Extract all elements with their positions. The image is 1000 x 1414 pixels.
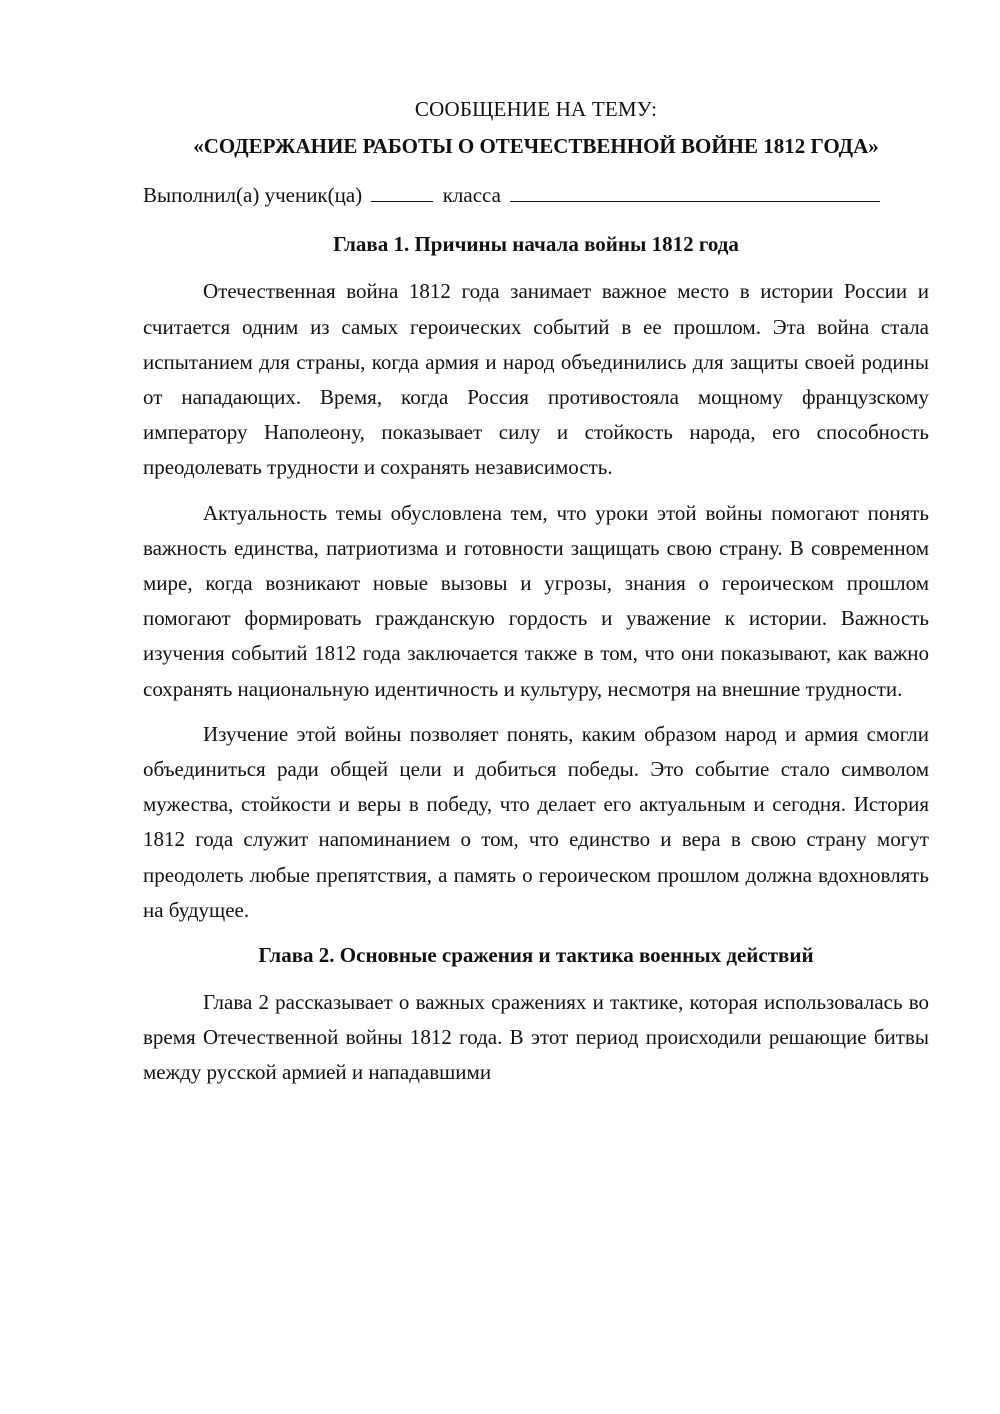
chapter-1-heading: Глава 1. Причины начала войны 1812 года [333, 232, 739, 257]
chapter-1-paragraph-3: Изучение этой войны позволяет понять, каким образом народ и армия смогли объединиться ради общей цели и добиться победы. Это событие стало символом мужества, стойкости и веры в победу, что делает его актуальным и сегодня. История 1812 года служит напоминанием о том, что единство и вера в свою страну могут преодолеть любые препятствия, а память о героическом прошлом должна вдохновлять на будущее. [143, 721, 929, 922]
author-line [143, 178, 929, 213]
chapter-1-paragraph-2: Актуальность темы обусловлена тем, что уроки этой войны помогают понять важность единства, патриотизма и готовности защищать свою страну. В современном мире, когда возникают новые вызовы и угрозы, знания о героическом прошлом помогают формировать гражданскую гордость и уважение к истории. Важность изучения событий 1812 года заключается также в том, что они показывают, как важно сохранять национальную идентичность и культуру, несмотря на внешние трудности. [143, 500, 929, 701]
document-title: «СОДЕРЖАНИЕ РАБОТЫ О ОТЕЧЕСТВЕННОЙ ВОЙНЕ 1812 ГОДА» [193, 134, 879, 159]
chapter-1-paragraph-1: Отечественная война 1812 года занимает важное место в истории России и считается одним из самых героических событий в ее прошлом. Эта война стала испытанием для страны, когда армия и народ объединились для защиты своей родины от нападающих. Время, когда Россия противостояла мощному французскому императору Наполеону, показывает силу и стойкость народа, его способность преодолевать трудности и сохранять независимость. [143, 279, 929, 480]
chapter-2-heading: Глава 2. Основные сражения и тактика военных действий [258, 943, 814, 968]
author-class-label: класса [442, 183, 501, 208]
author-prefix: Выполнил(а) ученик(ца) [143, 183, 363, 208]
chapter-2-paragraph-1: Глава 2 рассказывает о важных сражениях и тактике, которая использовалась во время Отечественной войны 1812 года. В этот период происходили решающие битвы между русской армией и нападавшими [143, 990, 929, 1085]
author-name-blank[interactable] [510, 183, 880, 202]
document-subject: СООБЩЕНИЕ НА ТЕМУ: [414, 97, 658, 121]
class-number-blank[interactable] [371, 183, 433, 202]
document-page [143, 92, 929, 1101]
